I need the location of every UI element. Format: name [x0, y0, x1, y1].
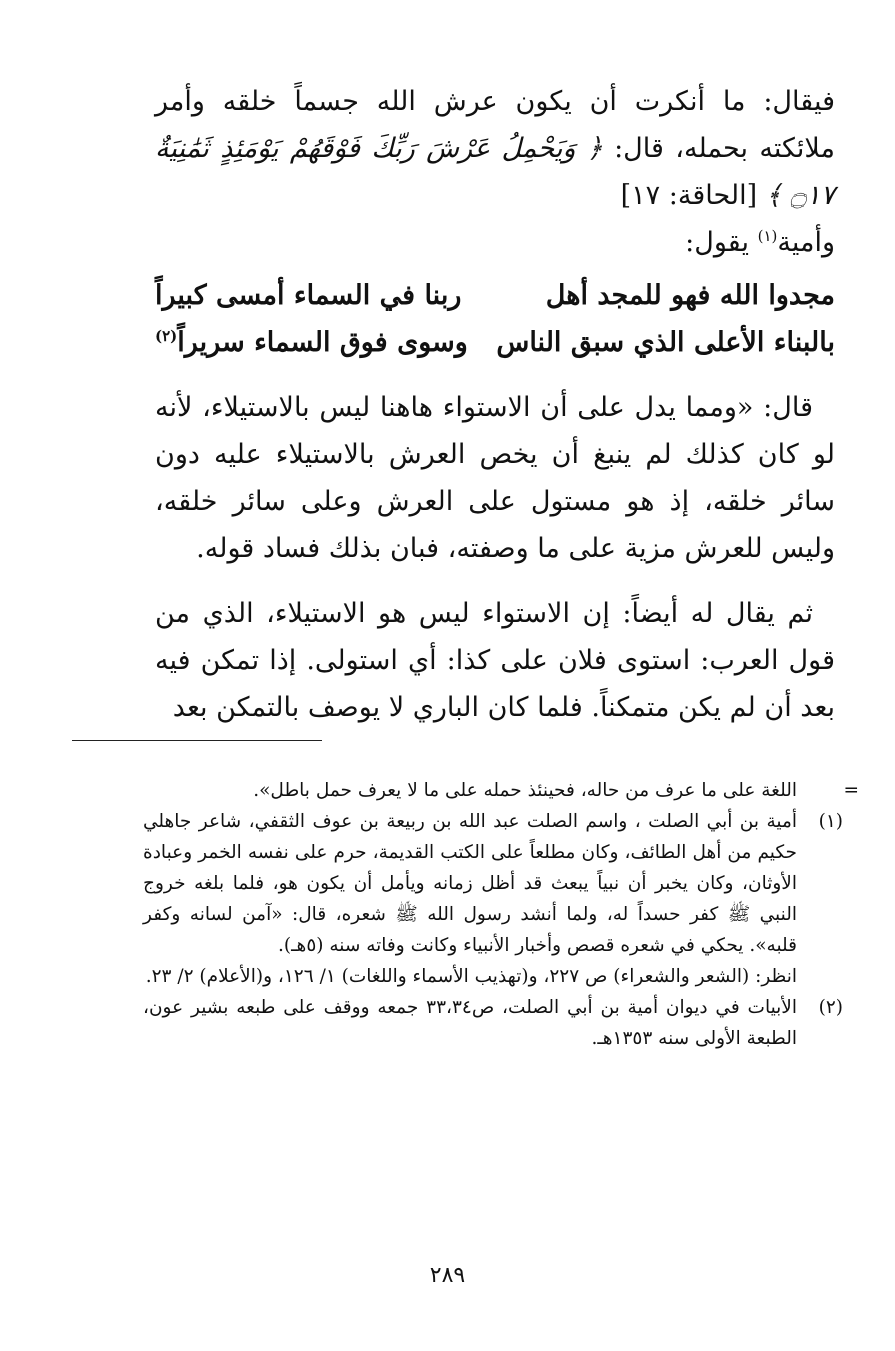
poet-name: وأمية [777, 227, 835, 258]
footnote-number: (١) [818, 811, 843, 832]
page-number: ٢٨٩ [429, 1263, 466, 1288]
footnote-text: أمية بن أبي الصلت ، واسم الصلت عبد الله بن ربيعة بن عوف الثقفي، شاعر جاهلي حكيم من أهل الطائف، وكان مطلعاً على الكتب القديمة، حرم على نفسه الخمر وعبادة الأوثان، وكان يخبر أن نبياً يبعث قد أظل زمانه ويأمل أن يكون هو، فلما بلغه خروج النبي ﷺ كفر حسداً له، ولما أنشد رسول الله ﷺ شعره، قال: «آمن لسانه وكفر قلبه». يحكي في شعره قصص وأخبار الأنبياء وكانت وفاته سنه (٥هـ). [143, 811, 797, 956]
footnote-separator [72, 740, 322, 741]
paragraph-arabic-usage: ثم يقال له أيضاً: إن الاستواء ليس هو الاستيلاء، الذي من قول العرب: استوى فلان على كذا: أي استولى. إذا تمكن فيه بعد أن لم يكن متمكناً. فلما كان الباري لا يوصف بالتمكن بعد [155, 598, 835, 723]
paragraph-quran-citation [155, 78, 835, 219]
footnote-1 [143, 806, 843, 961]
quran-close-bracket: ﴾ [765, 180, 782, 211]
quran-open-bracket: ﴿ [586, 133, 603, 164]
footnote-number: (٢) [818, 997, 843, 1018]
footnote-ref-2: (٢) [155, 327, 178, 345]
ayah-marker: ۝١٧ [790, 180, 835, 211]
quran-reference: [الحاقة: ١٧] [620, 180, 758, 211]
main-text [155, 78, 835, 731]
paragraph-text: فيقال: ما أنكرت أن يكون عرش الله جسماً خلقه وأمر ملائكته بحمله، قال: [155, 86, 835, 164]
verse-line-1 [155, 272, 835, 319]
footnotes [143, 775, 859, 1054]
verse-hemistich: مجدوا الله فهو للمجد أهل [545, 280, 835, 311]
quran-text: وَيَحْمِلُ عَرْشَ رَبِّكَ فَوْقَهُمْ يَوْمَئِذٍ ثَمَٰنِيَةٌ [155, 133, 576, 164]
footnote-ref-1: (١) [757, 227, 778, 245]
verse-hemistich: وسوى فوق السماء سريراً [177, 327, 468, 358]
verse-line-2 [155, 319, 835, 366]
footnote-1-references [143, 961, 843, 992]
verse-hemistich: ربنا في السماء أمسى كبيراً [155, 280, 462, 311]
paragraph-istiwa: قال: «ومما يدل على أن الاستواء هاهنا ليس بالاستيلاء، لأنه لو كان كذلك لم ينبغ أن يخص العرش بالاستيلاء عليه دون سائر خلقه، إذ هو مستول على العرش وعلى سائر خلقه، وليس للعرش مزية على ما وصفته، فبان بذلك فساد قوله. [155, 392, 835, 564]
poet-intro-text: يقول: [685, 227, 749, 258]
poet-intro [155, 219, 835, 266]
verse-hemistich-with-note [155, 319, 468, 366]
footnote-continuation [143, 775, 859, 806]
footnote-text: الأبيات في ديوان أمية بن أبي الصلت، ص٣٣،٣٤ جمعه ووقف على طبعه بشير عون، الطبعة الأولى سنه ١٣٥٣هـ. [143, 997, 797, 1049]
footnote-text: انظر: (الشعر والشعراء) ص ٢٢٧، و(تهذيب الأسماء واللغات) ١/ ١٢٦، و(الأعلام) ٢/ ٢٣. [145, 966, 797, 987]
footnote-2 [143, 992, 843, 1054]
verse-hemistich: بالبناء الأعلى الذي سبق الناس [496, 327, 835, 358]
continuation-mark: = [843, 780, 859, 801]
poem [155, 272, 835, 366]
footnote-text: اللغة على ما عرف من حاله، فحينئذ حمله على ما لا يعرف حمل باطل». [253, 780, 797, 801]
